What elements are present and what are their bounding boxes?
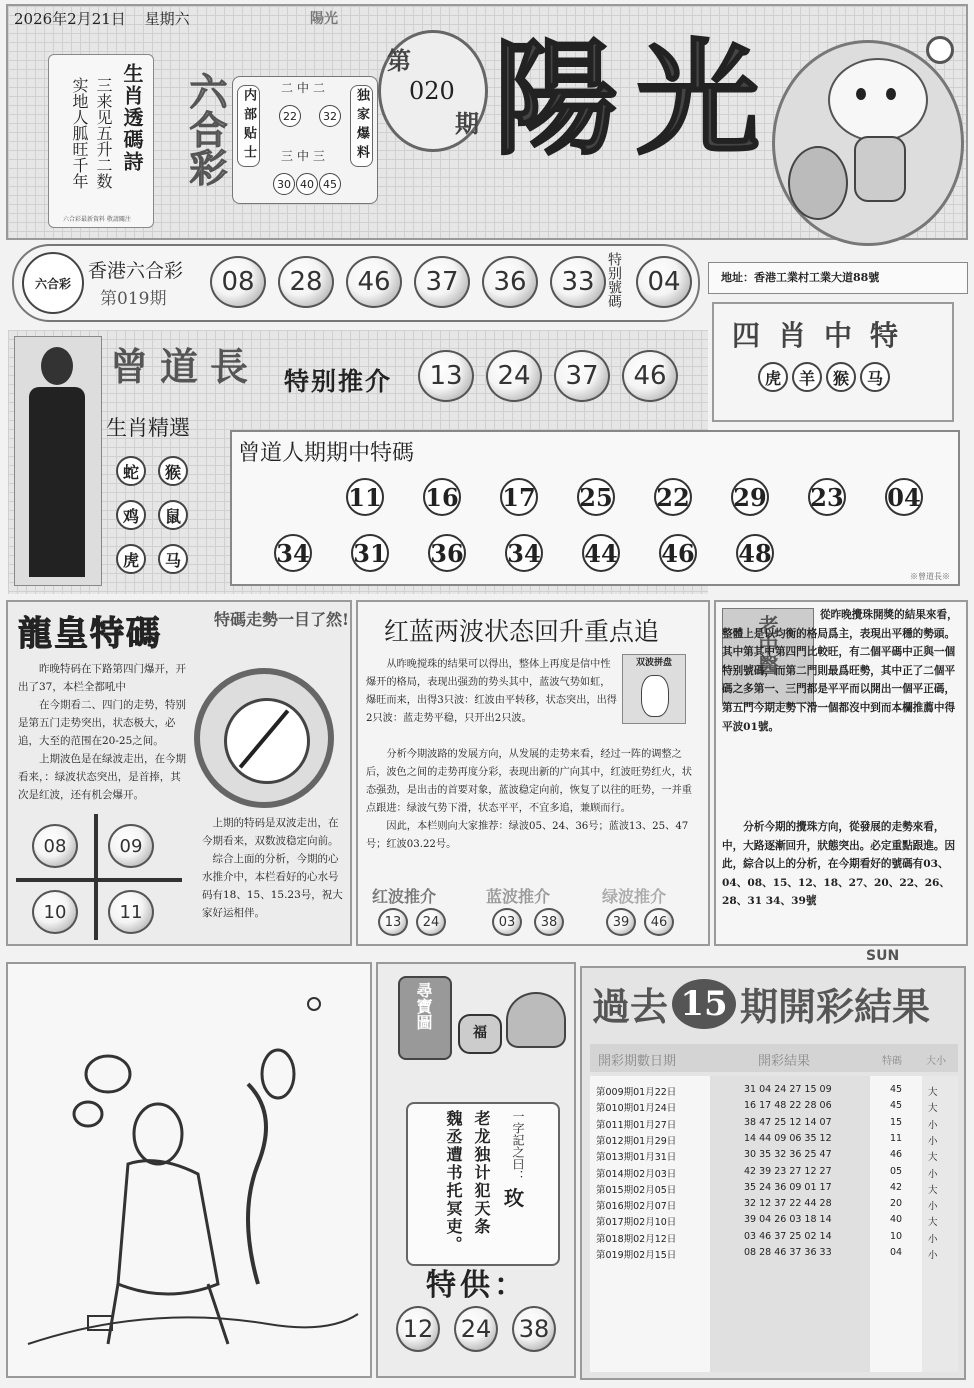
history-issue: 第019期02月15日 (596, 1250, 677, 1261)
history-numbers: 32 12 37 22 44 28 (744, 1198, 832, 1210)
special-circle: 44 (582, 534, 620, 572)
recommend-label: 特别推介 (284, 367, 393, 396)
result-ball: 08 (210, 256, 266, 308)
history-size: 大 (928, 1217, 938, 1229)
zodiac-circle: 虎 (758, 362, 788, 392)
special-circle: 17 (500, 478, 538, 516)
history-size: 大 (928, 1087, 938, 1098)
wave-panel (356, 600, 710, 946)
history-numbers: 35 24 36 09 01 17 (744, 1181, 832, 1193)
col-result: 開彩結果 (758, 1054, 811, 1069)
history-issue: 第014期02月03日 (596, 1168, 677, 1180)
history-size: 小 (928, 1250, 938, 1261)
result-logo: 六合彩 (22, 252, 84, 314)
wave-para-3: 因此，本栏则向大家推荐：绿波05、24、36号；蓝波13、25、47号；红波03.22号。 (366, 821, 689, 850)
result-ball: 36 (482, 256, 538, 308)
liuhecai-logo: 六合彩 (183, 72, 228, 186)
red-wave-label: 红波推介 (372, 887, 437, 906)
history-header (590, 1044, 958, 1072)
special-circle: 23 (808, 478, 846, 516)
history-size: 大 (928, 1152, 938, 1164)
treasure-ball: 12 (396, 1306, 440, 1352)
history-title-num: 15 (672, 979, 736, 1029)
history-special: 05 (890, 1165, 903, 1177)
dragon-panel (6, 600, 352, 946)
page-title: 陽光 (494, 27, 779, 172)
exclusive-label: 独家爆料 (350, 85, 373, 167)
four-zodiac-title: 四肖中特 (732, 319, 917, 352)
zodiac-circle: 马 (158, 544, 188, 574)
green-wave-label: 绿波推介 (602, 887, 667, 906)
special-circle: 34 (274, 534, 312, 572)
treasure-ball: 24 (454, 1306, 498, 1352)
col-special: 特碼 (882, 1056, 902, 1067)
result-ball: 33 (550, 256, 606, 308)
wave-image (622, 654, 686, 724)
history-numbers: 14 44 09 06 35 12 (744, 1132, 832, 1144)
col-date: 開彩期數日期 (598, 1054, 677, 1069)
wave-title: 红蓝两波状态回升重点追 (384, 617, 660, 646)
history-numbers: 42 39 23 27 12 27 (744, 1165, 832, 1177)
treasure-panel (376, 962, 576, 1378)
special-circle: 16 (423, 478, 461, 516)
history-size: 大 (928, 1103, 938, 1115)
inside-tips-label: 内部贴士 (237, 85, 260, 167)
analysis-panel (714, 600, 968, 946)
history-numbers: 08 28 46 37 36 33 (744, 1247, 832, 1258)
tip-top: 二中二 (281, 81, 330, 95)
history-issue: 第009期01月22日 (596, 1087, 677, 1098)
address-box (708, 262, 968, 294)
history-size: 大 (928, 1184, 938, 1196)
wave-ball: 13 (378, 908, 408, 936)
zodiac-circle: 猴 (826, 362, 856, 392)
dragon-subtitle: 特碼走勢一目了然! (214, 610, 350, 629)
zodiac-circle: 羊 (792, 362, 822, 392)
cross-h (16, 878, 182, 882)
zodiac-circle: 虎 (116, 544, 146, 574)
tip-ball: 30 (273, 173, 295, 195)
special-circle: 04 (885, 478, 923, 516)
issue-prefix: 第 (387, 46, 411, 75)
history-special: 04 (890, 1247, 903, 1258)
analysis-text-1: 從昨晚攪珠開獎的結果來看，整體上是以均衡的格局爲主，表現出平穩的勢頭。其中第其中第四門比較旺，有二個平碼中正與一個特别號碼，而第二門則最爲旺勢，其中正了二個平碼之多第一、三門都是平平而以開出一個平正碼，第五門今期走勢下滑一個都沒中到而本欄推薦中得平波01號。 (722, 609, 958, 733)
wave-para-2: 分析今期波路的发展方向，从发展的走势来看，经过一阵的调整之后，波色之间的走势再度分彩，表现出新的广向其中，红波旺势红火，状态强劲，是出击的首要对象，蓝波稳定向前，恢复了以往的旺势，一并重点跟进：绿波气势下滑，状态平平，不宜多追，兼顾而行。 (366, 749, 692, 814)
top-tag: 陽光 (310, 11, 338, 27)
illustration-panel (6, 962, 372, 1378)
zodiac-circle: 蛇 (116, 456, 146, 486)
dragon-para-4: 上期的特码是双波走出，在今期看来，双数波稳定向前。 (202, 817, 339, 847)
blue-wave-label: 蓝波推介 (486, 887, 551, 906)
recommend-ball: 13 (418, 350, 474, 402)
poem-title: 生肖透碼詩 (120, 63, 144, 173)
history-title-pre: 過去 (592, 984, 669, 1029)
result-ball: 37 (414, 256, 470, 308)
wave-ball: 46 (644, 908, 674, 936)
zodiac-circle: 鼠 (158, 500, 188, 530)
clue-label: 一字記之曰： (511, 1110, 525, 1182)
scroll-note: 六合彩最新資料 敬請關注 (63, 216, 131, 223)
jingxuan-label: 生肖精選 (106, 416, 190, 440)
result-name: 香港六合彩 (88, 260, 184, 282)
history-issue: 第016期02月07日 (596, 1201, 677, 1213)
date-text: 2026年2月21日 (14, 10, 126, 28)
wave-ball: 39 (606, 908, 636, 936)
special-box-sign: ※曾道長※ (910, 572, 950, 581)
history-special: 45 (890, 1100, 903, 1112)
recommend-ball: 24 (486, 350, 542, 402)
wave-ball: 24 (416, 908, 446, 936)
special-circle: 34 (505, 534, 543, 572)
recommend-ball: 46 (622, 350, 678, 402)
history-special: 46 (890, 1149, 903, 1161)
analysis-image-label: 老中醫 (755, 615, 779, 675)
mascot-image (768, 36, 968, 240)
history-issue: 第011期01月27日 (596, 1119, 677, 1131)
header-date (14, 8, 190, 29)
zeng-name: 曾道長 (110, 344, 261, 389)
history-issue: 第017期02月10日 (596, 1217, 677, 1229)
treasure-badge (398, 976, 452, 1060)
issue-suffix: 期 (455, 109, 479, 138)
dragon-title: 龍皇特碼 (18, 614, 162, 654)
wave-para-1: 从昨晚搅珠的结果可以得出，整体上再度是信中性爆开的格局，表现出强劲的势头其中，蓝波气势如虹，爆旺而来，出得3只波：红波由平转移，状态突出，出得2只波：蓝走势平稳，只开出2只波。 (366, 659, 617, 724)
history-special: 20 (890, 1198, 903, 1210)
history-size: 小 (928, 1201, 938, 1213)
history-title-post: 期開彩結果 (740, 984, 931, 1029)
result-ball: 46 (346, 256, 402, 308)
treasure-title: 尋寶圖 (414, 982, 433, 1030)
treasure-ball: 38 (512, 1306, 556, 1352)
history-issue: 第012期01月29日 (596, 1135, 677, 1147)
special-circle: 22 (654, 478, 692, 516)
zodiac-circle: 猴 (158, 456, 188, 486)
history-issue: 第010期01月24日 (596, 1103, 677, 1115)
history-title (592, 976, 930, 1031)
weekday-text: 星期六 (144, 10, 190, 28)
tip-ball: 22 (279, 105, 301, 127)
special-circle: 31 (351, 534, 389, 572)
dragon-para-1: 昨晚特码在下路第四门爆开，开出了37，本栏全都吼中 (18, 663, 186, 693)
issue-number: 020 (409, 77, 455, 105)
tip-ball: 40 (296, 173, 318, 195)
history-special: 45 (890, 1084, 903, 1095)
clue-char: 玫 (504, 1186, 524, 1210)
history-numbers: 16 17 48 22 28 06 (744, 1100, 832, 1112)
special-circle: 25 (577, 478, 615, 516)
special-circle: 48 (736, 534, 774, 572)
special-box-title: 曾道人期期中特碼 (238, 441, 415, 466)
tip-ball: 32 (319, 105, 341, 127)
special-circle: 36 (428, 534, 466, 572)
fortune-jar (458, 1014, 502, 1054)
cross-v (94, 814, 98, 940)
zodiac-circle: 鸡 (116, 500, 146, 530)
result-issue: 第019期 (100, 289, 167, 309)
compass-image (194, 668, 334, 808)
treasure-poem-1: 老龙独计犯天条 (472, 1110, 491, 1236)
analysis-text-2: 分析今期的攪珠方向，從發展的走勢來看，中，大路逐漸回升，狀態突出。必定重點跟進。因此，綜合以上的分析，在今期看好的號碼有03、04、08、15、12、18、27、20、22、26、28、31 34、39號 (722, 821, 956, 908)
result-ball: 28 (278, 256, 334, 308)
cross-ball: 11 (108, 890, 154, 934)
special-offer-label: 特供： (426, 1268, 528, 1303)
wave-ball: 03 (492, 908, 522, 936)
sun-mark: SUN (866, 948, 900, 964)
history-issue: 第018期02月12日 (596, 1233, 677, 1245)
history-special: 11 (890, 1132, 903, 1144)
wave-ball: 38 (534, 908, 564, 936)
special-circle: 11 (346, 478, 384, 516)
address-text: 地址：香港工業村工業大道88號 (721, 271, 880, 284)
special-circle: 46 (659, 534, 697, 572)
history-special: 42 (890, 1181, 903, 1193)
cross-ball: 09 (108, 824, 154, 868)
dragon-para-2: 在今期看二、四门的走势，特别是第五门走势突出，状态极大，必追，大至的范围在20-25之间。 (18, 699, 186, 747)
dragon-para-3: 上期波色是在绿波走出，在今期看来，：绿波状态突出，是首捧，其次是红波，还有机会爆开。 (18, 753, 186, 801)
history-size: 小 (928, 1135, 938, 1147)
history-special: 40 (890, 1214, 903, 1226)
tip-ball: 45 (319, 173, 341, 195)
wave-image-label: 双波拼盘 (635, 658, 672, 668)
zeng-portrait (14, 336, 102, 586)
history-size: 小 (928, 1119, 938, 1131)
col-size: 大小 (926, 1056, 946, 1067)
special-circle: 29 (731, 478, 769, 516)
ingots-image (506, 992, 566, 1048)
fortune-jar-label: 福 (473, 1025, 487, 1041)
recommend-ball: 37 (554, 350, 610, 402)
poem-scroll (48, 54, 154, 228)
special-ball: 04 (636, 256, 692, 308)
history-numbers: 03 46 37 25 02 14 (744, 1230, 832, 1242)
zodiac-circle: 马 (860, 362, 890, 392)
tip-bottom: 三中三 (281, 149, 330, 163)
history-special: 15 (890, 1116, 903, 1128)
cross-ball: 10 (32, 890, 78, 934)
history-issue: 第013期01月31日 (596, 1152, 677, 1164)
treasure-poem-2: 魏丞遭书托冥吏。 (444, 1110, 463, 1254)
history-numbers: 31 04 24 27 15 09 (744, 1084, 832, 1095)
history-size: 小 (928, 1233, 938, 1245)
history-panel (580, 966, 966, 1380)
poem-line-2: 实地人胍旺千年 (70, 77, 89, 189)
history-numbers: 39 04 26 03 18 14 (744, 1214, 832, 1226)
history-numbers: 38 47 25 12 14 07 (744, 1116, 832, 1128)
four-zodiac-panel (712, 302, 954, 422)
poem-line-1: 三来见五升二数 (94, 77, 113, 189)
tip-box (232, 76, 378, 204)
issue-badge (378, 30, 488, 152)
special-label: 特别號碼 (606, 252, 622, 308)
history-numbers: 30 35 32 36 25 47 (744, 1149, 832, 1161)
dragon-para-5: 综合上面的分析，今期的心水推介中，本栏看好的心水号码有18、15、15.23号，祝大家好运相伴。 (202, 853, 343, 919)
history-issue: 第015期02月05日 (596, 1184, 677, 1196)
cross-ball: 08 (32, 824, 78, 868)
history-special: 10 (890, 1230, 903, 1242)
history-size: 小 (928, 1168, 938, 1180)
monk-illustration (8, 964, 370, 1376)
